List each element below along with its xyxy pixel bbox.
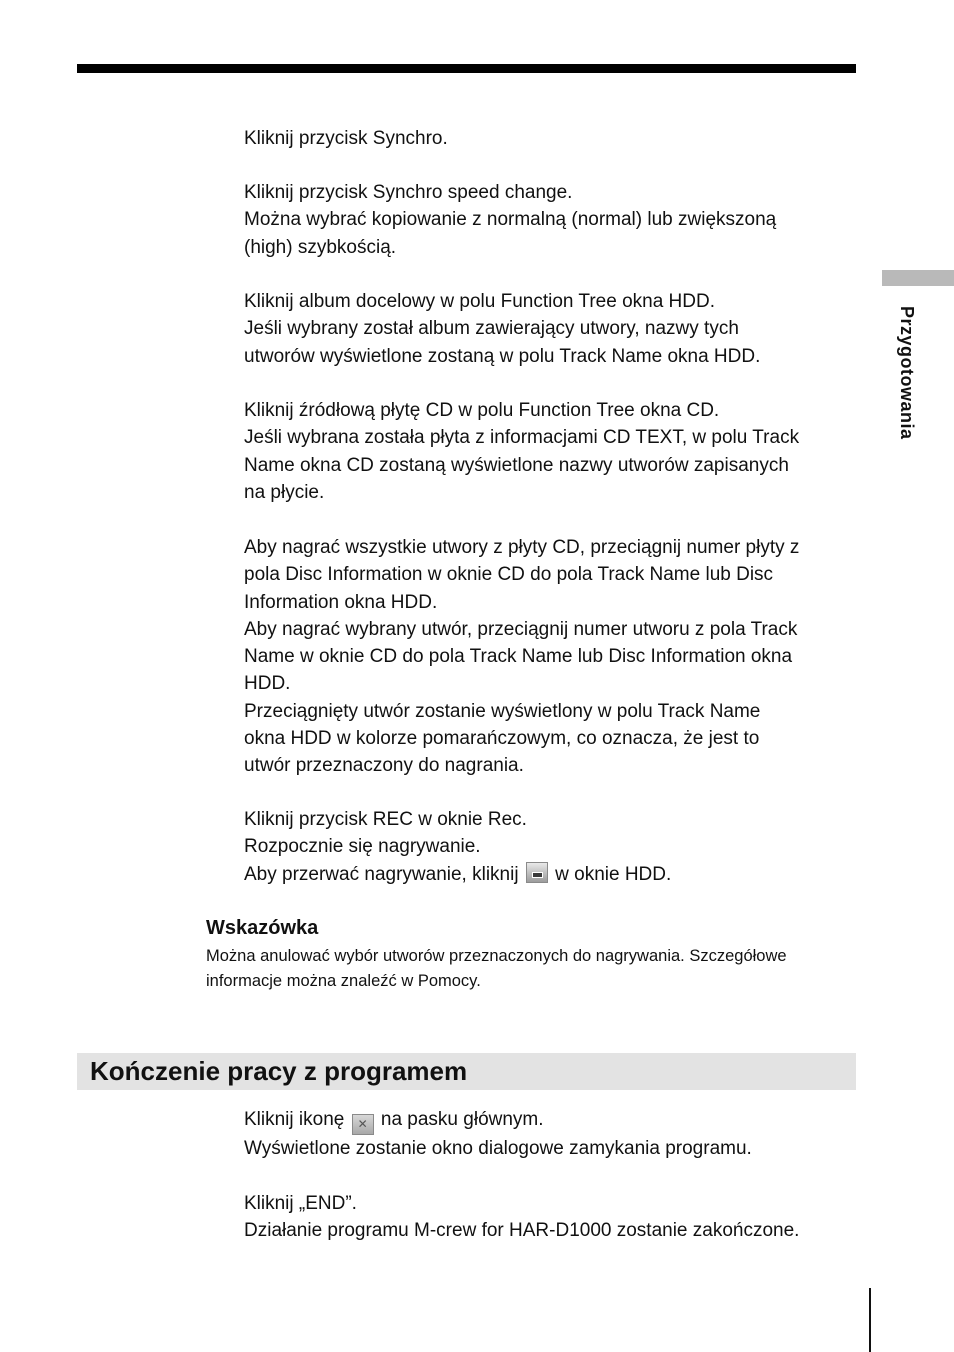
section-line: Kliknij „END”. xyxy=(244,1192,357,1214)
side-tab-bar xyxy=(882,270,954,286)
section-title: Kończenie pracy z programem xyxy=(90,1056,468,1086)
step-line: Kliknij przycisk REC w oknie Rec. xyxy=(244,809,527,830)
side-tab-label: Przygotowania xyxy=(897,306,917,440)
step-line: Kliknij źródłową płytę CD w polu Function Tree okna CD. xyxy=(244,400,720,421)
section-line xyxy=(244,1162,864,1189)
tip-title: Wskazówka xyxy=(206,917,319,939)
step-line: Kliknij przycisk Synchro speed change. xyxy=(244,182,573,203)
step-line: utwór przeznaczony do nagrania. xyxy=(244,755,524,777)
tip-line: informacje można znaleźć w Pomocy. xyxy=(206,972,481,990)
step-line: Jeśli wybrana została płyta z informacjami CD TEXT, w polu Track xyxy=(244,427,800,449)
top-rule xyxy=(77,64,856,73)
bottom-rule xyxy=(869,1288,871,1352)
section-body xyxy=(244,1106,864,1244)
step-line: Przeciągnięty utwór zostanie wyświetlony w polu Track Name xyxy=(244,700,761,722)
stop-line-before: Aby przerwać nagrywanie, kliknij xyxy=(244,863,519,885)
step-line: Name okna CD zostaną wyświetlone nazwy utworów zapisanych xyxy=(244,454,789,476)
section-line: Działanie programu M-crew for HAR-D1000 zostanie zakończone. xyxy=(244,1219,800,1241)
step-2 xyxy=(244,179,864,261)
step-line: Name w oknie CD do pola Track Name lub Disc Information okna xyxy=(244,646,793,668)
stop-line xyxy=(244,861,864,888)
step-6 xyxy=(244,806,864,888)
step-line: HDD. xyxy=(244,673,291,695)
close-line-before: Kliknij ikonę xyxy=(244,1109,345,1130)
step-1 xyxy=(244,125,864,152)
step-line: na płycie. xyxy=(244,481,325,503)
section-line: Wyświetlone zostanie okno dialogowe zamykania programu. xyxy=(244,1138,752,1159)
step-3 xyxy=(244,288,864,370)
close-line-after: na pasku głównym. xyxy=(380,1109,544,1130)
tip-box xyxy=(206,914,866,994)
step-line: Jeśli wybrany został album zawierający utwory, nazwy tych xyxy=(244,318,739,340)
step-line: okna HDD w kolorze pomarańczowym, co oznacza, że jest to xyxy=(244,728,760,750)
step-line: Rozpocznie się nagrywanie. xyxy=(244,836,481,858)
step-line: Kliknij album docelowy w polu Function Tree okna HDD. xyxy=(244,291,715,312)
close-line xyxy=(244,1106,864,1135)
stop-icon xyxy=(526,862,548,883)
step-line: Aby nagrać wszystkie utwory z płyty CD, przeciągnij numer płyty z xyxy=(244,537,800,558)
section-header xyxy=(77,1053,856,1090)
tip-line: Można anulować wybór utworów przeznaczonych do nagrywania. Szczegółowe xyxy=(206,947,787,965)
step-line: Można wybrać kopiowanie z normalną (normal) lub zwiększoną xyxy=(244,209,777,231)
close-icon: ✕ xyxy=(352,1114,374,1135)
step-line: Kliknij przycisk Synchro. xyxy=(244,128,448,149)
step-line: Information okna HDD. xyxy=(244,591,438,613)
step-4 xyxy=(244,397,864,506)
stop-line-after: w oknie HDD. xyxy=(555,863,672,885)
step-line: utworów wyświetlone zostaną w polu Track Name okna HDD. xyxy=(244,345,761,367)
step-line: pola Disc Information w oknie CD do pola Track Name lub Disc xyxy=(244,564,774,586)
step-line: Aby nagrać wybrany utwór, przeciągnij numer utworu z pola Track xyxy=(244,618,798,640)
step-line: (high) szybkością. xyxy=(244,236,397,258)
step-5 xyxy=(244,534,864,780)
